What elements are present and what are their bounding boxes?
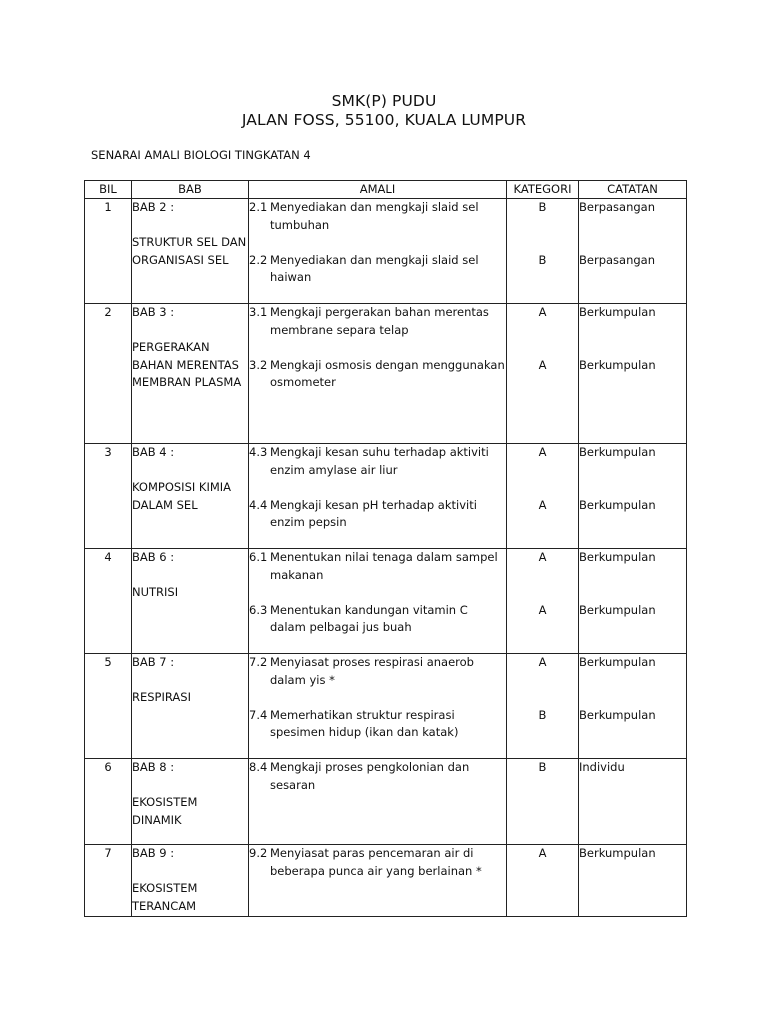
- practical-text: Menyediakan dan mengkaji slaid sel haiwan: [270, 252, 479, 284]
- category-value: A: [538, 305, 547, 319]
- practical-cell: [249, 549, 507, 654]
- remarks-value: Berkumpulan: [579, 305, 656, 319]
- remarks-value: Berkumpulan: [579, 497, 656, 512]
- practical-number: 4.4: [249, 497, 268, 512]
- practical-text: Menyediakan dan mengkaji slaid sel tumbuhan: [270, 200, 479, 232]
- category-value: A: [538, 445, 547, 459]
- table-row: [85, 444, 687, 549]
- chapter-title: BAB 7 :: [132, 655, 175, 669]
- practical-cell: [249, 444, 507, 549]
- table-row: [85, 199, 687, 304]
- row-number: 3: [85, 444, 132, 549]
- table-header-row: [85, 181, 687, 199]
- category-cell: [507, 654, 579, 759]
- practical-item: [249, 602, 506, 637]
- chapter-description: EKOSISTEM TERANCAM: [132, 881, 198, 913]
- practical-item: [249, 549, 506, 584]
- practical-number: 6.1: [249, 550, 268, 564]
- practical-list-table: [84, 180, 687, 917]
- practical-item: [249, 252, 506, 287]
- category-cell: [507, 444, 579, 549]
- column-header-catatan: CATATAN: [579, 181, 687, 199]
- practical-cell: [249, 304, 507, 444]
- practical-text: Mengkaji kesan pH terhadap aktiviti enzim pepsin: [270, 497, 477, 529]
- column-header-bil: BIL: [85, 181, 132, 199]
- table-row: [85, 304, 687, 444]
- chapter-title: BAB 4 :: [132, 445, 175, 459]
- practical-number: 8.4: [249, 760, 268, 774]
- remarks-value: Berkumpulan: [579, 846, 656, 860]
- practical-cell: [249, 845, 507, 917]
- practical-text: Menentukan kandungan vitamin C dalam pelbagai jus buah: [270, 602, 468, 634]
- category-value: B: [538, 760, 547, 774]
- practical-number: 7.2: [249, 655, 268, 669]
- practical-text: Mengkaji osmosis dengan menggunakan osmometer: [270, 357, 505, 389]
- practical-number: 4.3: [249, 445, 268, 459]
- practical-text: Mengkaji proses pengkolonian dan sesaran: [270, 760, 470, 792]
- remarks-value: Berkumpulan: [579, 357, 656, 372]
- category-cell: [507, 759, 579, 845]
- practical-item: [249, 707, 506, 742]
- category-value: B: [538, 707, 547, 722]
- remarks-value: Berkumpulan: [579, 707, 656, 722]
- practical-cell: [249, 759, 507, 845]
- category-value: B: [538, 252, 547, 267]
- remarks-value: Berkumpulan: [579, 655, 656, 669]
- chapter-cell: [132, 199, 249, 304]
- practical-item: [249, 759, 506, 794]
- practical-text: Mengkaji kesan suhu terhadap aktiviti enzim amylase air liur: [270, 445, 489, 477]
- category-value: A: [538, 655, 547, 669]
- practical-number: 6.3: [249, 602, 268, 617]
- document-subtitle: SENARAI AMALI BIOLOGI TINGKATAN 4: [91, 148, 311, 162]
- practical-text: Menentukan nilai tenaga dalam sampel makanan: [270, 550, 498, 582]
- practical-text: Mengkaji pergerakan bahan merentas membrane separa telap: [270, 305, 489, 337]
- practical-number: 9.2: [249, 846, 268, 860]
- remarks-value: Berkumpulan: [579, 445, 656, 459]
- chapter-cell: [132, 759, 249, 845]
- remarks-cell: [579, 654, 687, 759]
- column-header-amali: AMALI: [249, 181, 507, 199]
- remarks-cell: [579, 304, 687, 444]
- remarks-value: Berpasangan: [579, 200, 656, 214]
- chapter-cell: [132, 654, 249, 759]
- chapter-description: KOMPOSISI KIMIA DALAM SEL: [132, 480, 232, 512]
- chapter-title: BAB 6 :: [132, 550, 175, 564]
- chapter-title: BAB 3 :: [132, 305, 175, 319]
- practical-item: [249, 497, 506, 532]
- remarks-cell: [579, 444, 687, 549]
- practical-item: [249, 199, 506, 234]
- row-number: 2: [85, 304, 132, 444]
- remarks-value: Berpasangan: [579, 252, 656, 267]
- practical-text: Menyiasat paras pencemaran air di beberapa punca air yang berlainan *: [270, 846, 482, 878]
- practical-text: Memerhatikan struktur respirasi spesimen hidup (ikan dan katak): [270, 707, 459, 739]
- practical-item: [249, 304, 506, 339]
- table-row: [85, 845, 687, 917]
- chapter-cell: [132, 444, 249, 549]
- chapter-description: PERGERAKAN BAHAN MERENTAS MEMBRAN PLASMA: [132, 340, 242, 389]
- category-value: A: [538, 357, 547, 372]
- table-row: [85, 759, 687, 845]
- practical-cell: [249, 654, 507, 759]
- practical-number: 2.1: [249, 200, 268, 214]
- chapter-description: RESPIRASI: [132, 690, 191, 704]
- practical-item: [249, 444, 506, 479]
- chapter-description: EKOSISTEM DINAMIK: [132, 795, 198, 827]
- category-value: A: [538, 550, 547, 564]
- chapter-cell: [132, 304, 249, 444]
- remarks-cell: [579, 759, 687, 845]
- remarks-cell: [579, 549, 687, 654]
- practical-number: 2.2: [249, 252, 268, 267]
- row-number: 6: [85, 759, 132, 845]
- practical-cell: [249, 199, 507, 304]
- chapter-title: BAB 9 :: [132, 846, 175, 860]
- chapter-cell: [132, 845, 249, 917]
- practical-text: Menyiasat proses respirasi anaerob dalam yis *: [270, 655, 474, 687]
- remarks-value: Individu: [579, 760, 625, 774]
- category-value: B: [538, 200, 547, 214]
- category-cell: [507, 845, 579, 917]
- row-number: 7: [85, 845, 132, 917]
- remarks-cell: [579, 199, 687, 304]
- row-number: 5: [85, 654, 132, 759]
- row-number: 1: [85, 199, 132, 304]
- row-number: 4: [85, 549, 132, 654]
- school-name: SMK(P) PUDU: [331, 92, 437, 110]
- category-cell: [507, 304, 579, 444]
- category-value: A: [538, 846, 547, 860]
- document-header: [0, 92, 768, 130]
- chapter-cell: [132, 549, 249, 654]
- chapter-description: NUTRISI: [132, 585, 179, 599]
- practical-number: 3.1: [249, 305, 268, 319]
- practical-number: 7.4: [249, 707, 268, 722]
- category-cell: [507, 549, 579, 654]
- school-address: JALAN FOSS, 55100, KUALA LUMPUR: [241, 111, 527, 129]
- chapter-description: STRUKTUR SEL DAN ORGANISASI SEL: [132, 235, 247, 267]
- remarks-value: Berkumpulan: [579, 550, 656, 564]
- practical-item: [249, 357, 506, 392]
- category-value: A: [538, 497, 547, 512]
- remarks-value: Berkumpulan: [579, 602, 656, 617]
- practical-number: 3.2: [249, 357, 268, 372]
- category-value: A: [538, 602, 547, 617]
- category-cell: [507, 199, 579, 304]
- column-header-kategori: KATEGORI: [507, 181, 579, 199]
- practical-item: [249, 654, 506, 689]
- chapter-title: BAB 2 :: [132, 200, 175, 214]
- table-row: [85, 654, 687, 759]
- table-row: [85, 549, 687, 654]
- remarks-cell: [579, 845, 687, 917]
- column-header-bab: BAB: [132, 181, 249, 199]
- chapter-title: BAB 8 :: [132, 760, 175, 774]
- practical-item: [249, 845, 506, 880]
